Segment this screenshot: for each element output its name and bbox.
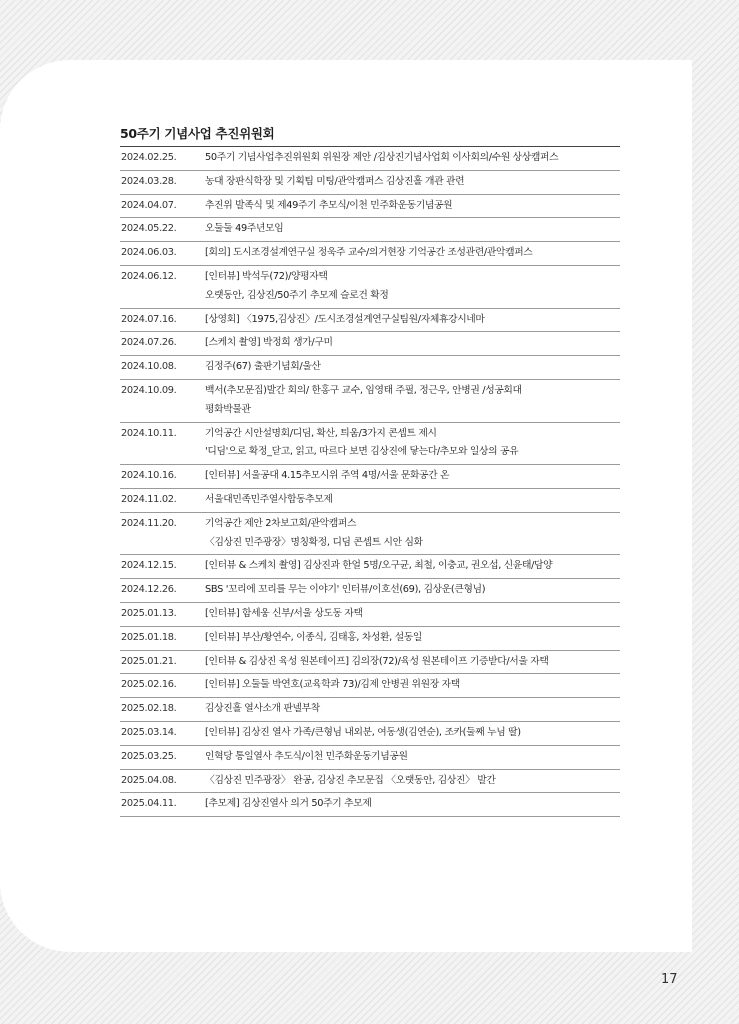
timeline-row	[120, 380, 620, 423]
row-description	[205, 149, 620, 168]
timeline-row	[120, 770, 620, 794]
description-line: [인터뷰] 김상진 열사 가족/큰형님 내외분, 여동생(김연순), 조카(둘째 누님 딸)	[205, 726, 521, 738]
description-line: [인터뷰 & 스케치 촬영] 김상진과 한얼 5명/오구균, 최철, 이충교, 권오섭, 신윤태/담양	[205, 560, 553, 572]
timeline-row	[120, 674, 620, 698]
row-date: 2024.11.20.	[121, 517, 177, 529]
row-description	[205, 358, 620, 377]
description-line: 50주기 기념사업추진위원회 위원장 제안 /김상진기념사업회 이사회의/수원 상상캠퍼스	[205, 152, 559, 163]
row-description	[205, 605, 620, 624]
row-description	[205, 220, 620, 239]
timeline-row	[120, 651, 620, 675]
timeline-table	[120, 146, 620, 817]
timeline-row	[120, 266, 620, 309]
row-date: 2024.06.03.	[121, 247, 177, 259]
timeline-row	[120, 171, 620, 195]
timeline-row	[120, 579, 620, 603]
timeline-row	[120, 603, 620, 627]
row-date: 2025.02.16.	[121, 679, 177, 691]
description-line: 농대 장판식학장 및 기획팀 미팅/관악캠퍼스 김상진홀 개관 관련	[205, 175, 465, 187]
timeline-row	[120, 242, 620, 266]
row-description	[205, 173, 620, 192]
row-description	[205, 653, 620, 672]
row-date: 2024.07.16.	[121, 313, 177, 325]
description-line: [인터뷰] 부산/황연수, 이종식, 김태홍, 차성환, 설동일	[205, 631, 423, 643]
description-line: 서울대민족민주열사합동추모제	[205, 493, 333, 505]
description-line: SBS '꼬리에 꼬리를 무는 이야기' 인터뷰/이호선(69), 김상운(큰형님)	[205, 584, 486, 596]
row-date: 2024.12.26.	[121, 584, 177, 596]
row-description	[205, 772, 620, 791]
row-description	[205, 581, 620, 600]
description-line: 인혁당 통일열사 추도식/이천 민주화운동기념공원	[205, 750, 408, 762]
row-description	[205, 197, 620, 216]
row-description	[205, 724, 620, 743]
timeline-row	[120, 746, 620, 770]
description-line: 추진위 발족식 및 제49주기 추모식/이천 민주화운동기념공원	[205, 199, 453, 211]
row-description	[205, 311, 620, 330]
description-line: [회의] 도시조경설계연구실 정욱주 교수/의거현장 기억공간 조성관련/관악캠퍼스	[205, 247, 533, 259]
section-title: 50주기 기념사업 추진위원회	[120, 126, 275, 141]
row-date: 2024.10.11.	[121, 427, 177, 439]
timeline-row	[120, 195, 620, 219]
description-line: 기억공간 시안설명회/디딤, 확산, 틔움/3가지 콘셉트 제시	[205, 427, 437, 439]
row-date: 2025.04.11.	[121, 798, 177, 810]
row-date: 2024.02.25.	[121, 152, 177, 163]
row-description	[205, 795, 620, 814]
row-description	[205, 244, 620, 263]
description-line: [추모제] 김상진열사 의거 50주기 추모제	[205, 798, 372, 810]
row-description	[205, 557, 620, 576]
timeline-row	[120, 423, 620, 466]
description-line: [인터뷰] 서울공대 4.15추모시위 주역 4명/서울 문화공간 온	[205, 470, 450, 482]
row-description	[205, 425, 620, 463]
row-date: 2025.01.13.	[121, 607, 177, 619]
row-date: 2024.11.02.	[121, 493, 177, 505]
row-description	[205, 629, 620, 648]
row-date: 2025.03.14.	[121, 726, 177, 738]
timeline-row	[120, 698, 620, 722]
timeline-row	[120, 627, 620, 651]
row-description	[205, 515, 620, 553]
row-description	[205, 748, 620, 767]
timeline-row	[120, 513, 620, 556]
row-date: 2024.03.28.	[121, 175, 177, 187]
timeline-row	[120, 356, 620, 380]
row-date: 2024.04.07.	[121, 199, 177, 211]
row-description	[205, 700, 620, 719]
row-description	[205, 467, 620, 486]
description-line: [인터뷰] 박석두(72)/양평자택	[205, 270, 328, 282]
row-description	[205, 491, 620, 510]
row-date: 2024.07.26.	[121, 337, 177, 349]
description-line: 오둘둘 49주년모임	[205, 223, 284, 235]
description-line: 기억공간 제안 2차보고회/관악캠퍼스	[205, 517, 357, 529]
timeline-row	[120, 793, 620, 817]
row-date: 2025.02.18.	[121, 703, 177, 715]
timeline-row	[120, 722, 620, 746]
timeline-row	[120, 465, 620, 489]
description-line: [상영회] 〈1975,김상진〉/도시조경설계연구실팀원/자체휴강시네마	[205, 313, 485, 325]
description-line: [인터뷰] 함세웅 신부/서울 상도동 자택	[205, 607, 363, 619]
timeline-row	[120, 489, 620, 513]
row-date: 2024.05.22.	[121, 223, 177, 235]
description-line: 김상진홀 열사소개 판넬부착	[205, 703, 320, 715]
timeline-row	[120, 309, 620, 333]
row-description	[205, 334, 620, 353]
description-line: 김정주(67) 출판기념회/울산	[205, 361, 321, 373]
row-date: 2024.10.08.	[121, 361, 177, 373]
timeline-row	[120, 218, 620, 242]
row-description	[205, 676, 620, 695]
row-description	[205, 268, 620, 306]
row-date: 2024.12.15.	[121, 560, 177, 572]
row-date: 2025.01.21.	[121, 655, 177, 667]
row-date: 2024.10.16.	[121, 470, 177, 482]
description-line: [인터뷰] 오둘둘 박연호(교육학과 73)/김제 안병권 위원장 자택	[205, 679, 460, 691]
row-date: 2025.01.18.	[121, 631, 177, 643]
timeline-row	[120, 147, 620, 171]
description-line: 〈김상진 민주광장〉명칭확정, 디딤 콘셉트 시안 심화	[205, 536, 423, 548]
description-line: '디딤'으로 확정_닫고, 읽고, 따르다 보면 김상진에 닿는다/추모와 일상의 공유	[205, 446, 519, 458]
description-line: 평화박물관	[205, 403, 251, 415]
description-line: 백서(추모문집)발간 회의/ 한홍구 교수, 임영태 주필, 정근우, 안병권 /성공회대	[205, 384, 522, 396]
timeline-row	[120, 332, 620, 356]
description-line: 〈김상진 민주광장〉 완공, 김상진 추모문집 〈오랫동안, 김상진〉 발간	[205, 774, 496, 786]
timeline-row	[120, 555, 620, 579]
row-date: 2025.03.25.	[121, 750, 177, 762]
row-date: 2024.06.12.	[121, 270, 177, 282]
description-line: [인터뷰 & 김상진 육성 원본테이프] 김의장(72)/육성 원본테이프 기증받다/서울 자택	[205, 655, 549, 667]
row-date: 2025.04.08.	[121, 774, 177, 786]
row-date: 2024.10.09.	[121, 384, 177, 396]
page-number: 17	[661, 972, 678, 987]
row-description	[205, 382, 620, 420]
description-line: [스케치 촬영] 박정희 생가/구미	[205, 337, 333, 349]
description-line: 오랫동안, 김상진/50주기 추모제 슬로건 확정	[205, 289, 389, 301]
